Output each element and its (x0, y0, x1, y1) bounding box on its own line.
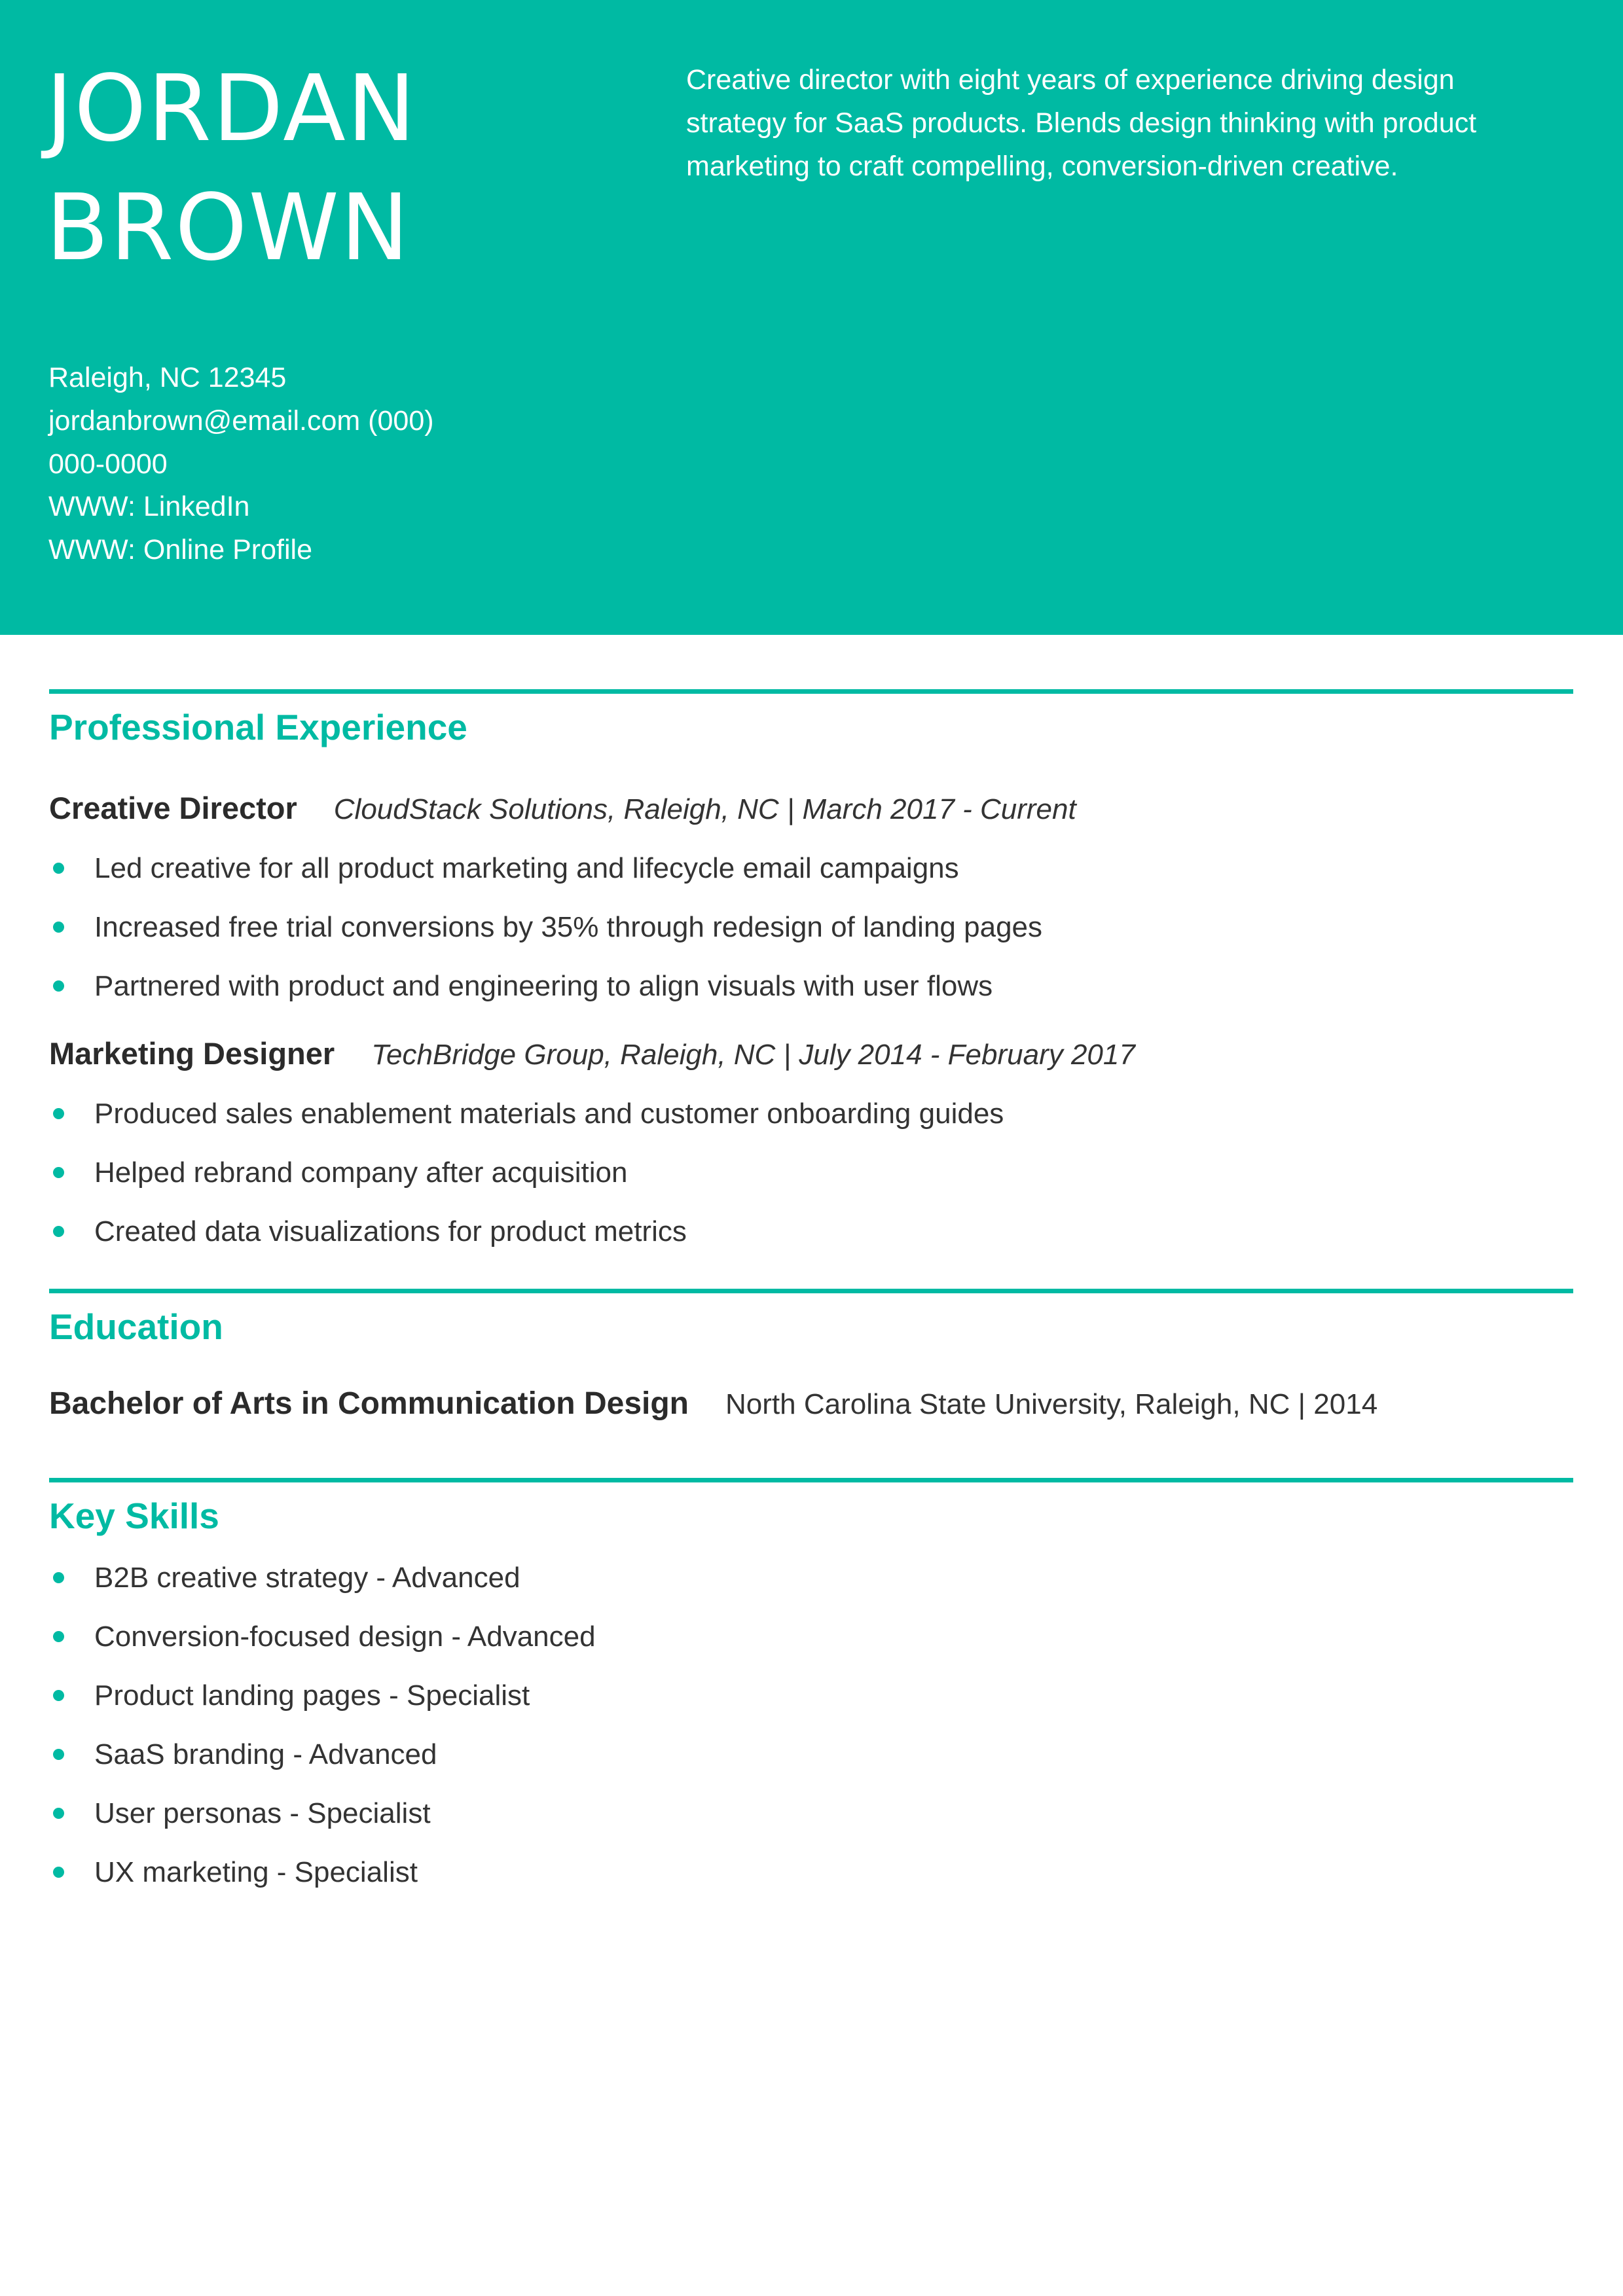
skill-item (49, 1560, 1573, 1596)
bullet-item (49, 1213, 1573, 1250)
job-role: Creative Director (49, 791, 297, 825)
bullet-dot-icon (53, 1572, 64, 1583)
job-entry (49, 1035, 1573, 1073)
contact-line-online-profile: WWW: Online Profile (48, 534, 312, 566)
bullet-item (49, 909, 1573, 946)
bullet-dot-icon (53, 922, 64, 933)
resume-body (0, 635, 1623, 1891)
skill-text: SaaS branding - Advanced (94, 1738, 437, 1770)
section-education (49, 1289, 1573, 1424)
contact-info (48, 357, 434, 572)
skill-text: B2B creative strategy - Advanced (94, 1561, 520, 1594)
section-title-education: Education (49, 1306, 223, 1347)
skill-text: User personas - Specialist (94, 1797, 431, 1829)
bullet-text: Partnered with product and engineering to align visuals with user flows (94, 969, 993, 1002)
candidate-name: JORDAN BROWN (46, 56, 417, 281)
contact-line-phone: 000-0000 (48, 448, 168, 480)
skill-item (49, 1736, 1573, 1773)
bullet-item (49, 850, 1573, 887)
bullet-dot-icon (53, 1749, 64, 1760)
section-skills (49, 1478, 1573, 1891)
contact-line-location: Raleigh, NC 12345 (48, 362, 287, 393)
skill-item (49, 1854, 1573, 1891)
bullet-text: Produced sales enablement materials and customer onboarding guides (94, 1097, 1004, 1130)
bullet-item (49, 1155, 1573, 1191)
bullet-text: Increased free trial conversions by 35% through redesign of landing pages (94, 910, 1043, 943)
section-title-experience: Professional Experience (49, 707, 467, 747)
bullet-dot-icon (53, 980, 64, 992)
contact-line-email: jordanbrown@email.com (000) (48, 404, 434, 437)
education-entry (49, 1384, 1573, 1424)
degree-name: Bachelor of Arts in Communication Design (49, 1386, 689, 1421)
degree-meta: North Carolina State University, Raleigh, NC | 2014 (725, 1388, 1378, 1420)
section-divider (49, 1289, 1573, 1293)
job-meta: TechBridge Group, Raleigh, NC | July 2014 - February 2017 (371, 1038, 1135, 1071)
job-entry (49, 789, 1573, 828)
skill-item (49, 1619, 1573, 1655)
skill-item (49, 1795, 1573, 1832)
bullet-dot-icon (53, 1631, 64, 1642)
skill-text: Product landing pages - Specialist (94, 1679, 530, 1712)
skills-list (49, 1560, 1573, 1891)
job-role: Marketing Designer (49, 1035, 335, 1071)
header-band (0, 0, 1623, 635)
bullet-item (49, 1096, 1573, 1132)
section-title-skills: Key Skills (49, 1495, 219, 1536)
job-bullet-list (49, 850, 1573, 1005)
skill-text: Conversion-focused design - Advanced (94, 1620, 596, 1653)
contact-line-linkedin: WWW: LinkedIn (48, 491, 250, 523)
bullet-text: Led creative for all product marketing and lifecycle email campaigns (94, 852, 959, 884)
bullet-dot-icon (53, 1108, 64, 1119)
summary-text: Creative director with eight years of experience driving design strategy for SaaS products. Blends design thinking with product marketing to craft compelling, conversion-driven creative. (686, 64, 1477, 182)
skill-text: UX marketing - Specialist (94, 1856, 418, 1888)
skill-item (49, 1677, 1573, 1714)
section-experience (49, 689, 1573, 1250)
bullet-dot-icon (53, 1167, 64, 1178)
bullet-dot-icon (53, 1808, 64, 1819)
job-meta: CloudStack Solutions, Raleigh, NC | March 2017 - Current (333, 793, 1076, 825)
bullet-dot-icon (53, 863, 64, 874)
bullet-dot-icon (53, 1690, 64, 1701)
job-bullet-list (49, 1096, 1573, 1250)
section-divider (49, 689, 1573, 694)
bullet-dot-icon (53, 1226, 64, 1237)
bullet-text: Helped rebrand company after acquisition (94, 1156, 628, 1189)
section-divider (49, 1478, 1573, 1482)
bullet-dot-icon (53, 1867, 64, 1878)
bullet-text: Created data visualizations for product metrics (94, 1215, 687, 1247)
bullet-item (49, 968, 1573, 1005)
